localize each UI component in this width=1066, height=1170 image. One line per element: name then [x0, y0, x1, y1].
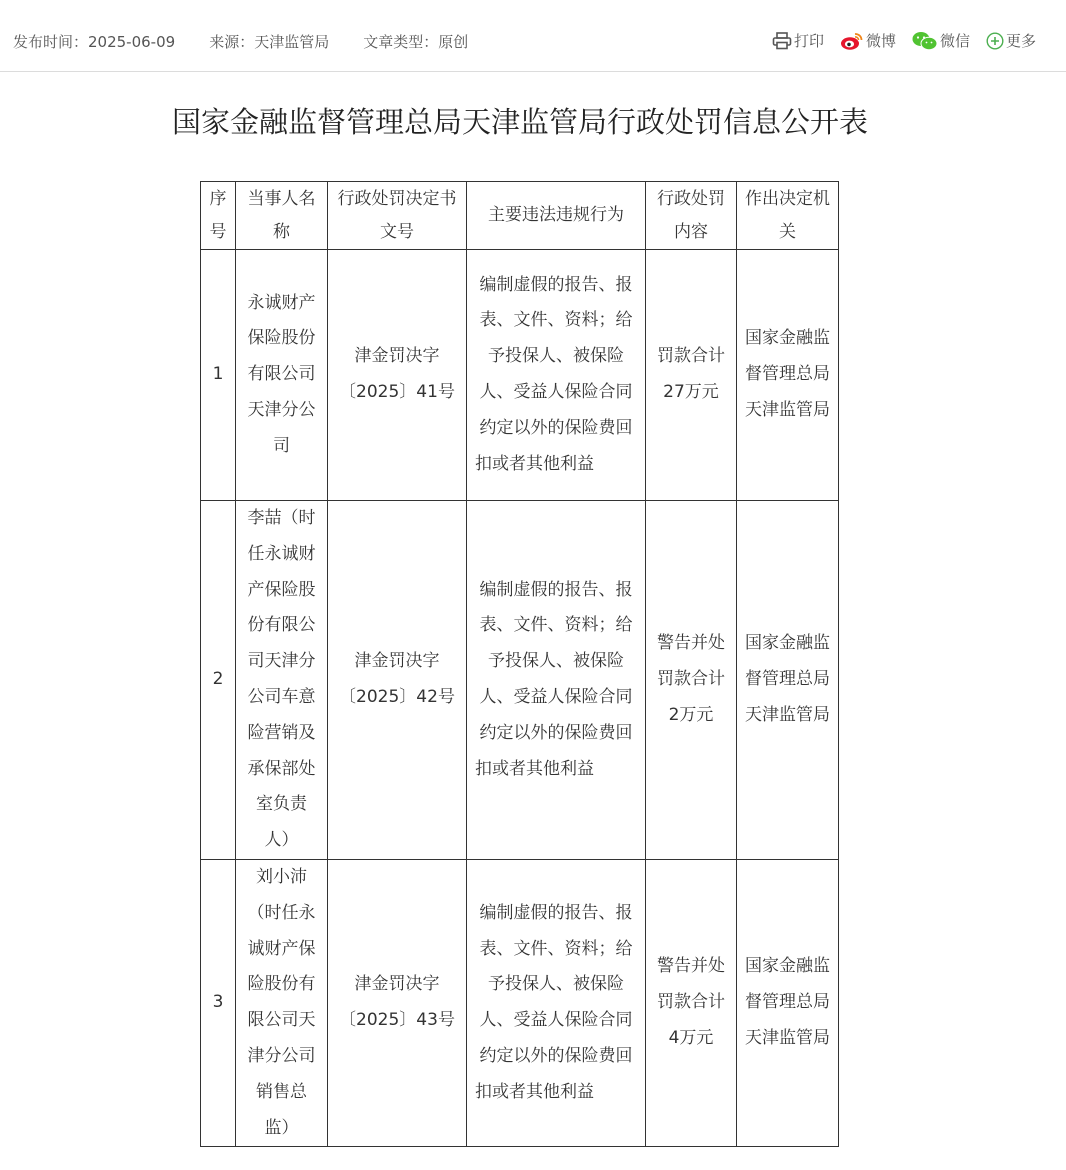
weibo-icon — [840, 31, 864, 51]
cell-penalty: 罚款合计27万元 — [646, 250, 737, 501]
table-row — [201, 860, 839, 1147]
article-meta-bar — [0, 0, 1066, 72]
wechat-icon — [912, 31, 938, 51]
share-toolbar — [756, 30, 1036, 51]
weibo-label: 微博 — [865, 32, 896, 50]
cell-penalty: 警告并处罚款合计2万元 — [646, 501, 737, 860]
printer-icon — [772, 32, 792, 50]
cell-seq: 2 — [201, 501, 236, 860]
header-doc-no: 行政处罚决定书文号 — [328, 182, 467, 250]
table-row — [201, 501, 839, 860]
page-title: 国家金融监督管理总局天津监管局行政处罚信息公开表 — [171, 105, 868, 139]
more-label: 更多 — [1005, 32, 1036, 50]
cell-doc-no: 津金罚决字〔2025〕41号 — [328, 250, 467, 501]
cell-penalty: 警告并处罚款合计4万元 — [646, 860, 737, 1147]
header-party: 当事人名称 — [236, 182, 328, 250]
cell-party: 刘小沛（时任永诚财产保险股份有限公司天津分公司销售总监） — [236, 860, 328, 1147]
plus-circle-icon — [986, 32, 1004, 50]
publish-time: 发布时间：2025-06-09 — [13, 33, 176, 51]
cell-doc-no: 津金罚决字〔2025〕43号 — [328, 860, 467, 1147]
article-source: 来源：天津监管局 — [209, 33, 330, 51]
cell-violation: 编制虚假的报告、报表、文件、资料；给予投保人、被保险人、受益人保险合同约定以外的保险费回扣或者其他利益 — [467, 860, 646, 1147]
weibo-share-button[interactable] — [840, 30, 896, 51]
wechat-label: 微信 — [939, 32, 970, 50]
header-penalty: 行政处罚内容 — [646, 182, 737, 250]
table-row — [201, 250, 839, 501]
header-violation: 主要违法违规行为 — [467, 182, 646, 250]
article-type: 文章类型：原创 — [363, 33, 469, 51]
cell-party: 李喆（时任永诚财产保险股份有限公司天津分公司车意险营销及承保部处室负责人） — [236, 501, 328, 860]
more-share-button[interactable] — [986, 30, 1036, 51]
cell-authority: 国家金融监督管理总局天津监管局 — [737, 250, 839, 501]
cell-seq: 3 — [201, 860, 236, 1147]
print-button[interactable] — [772, 30, 824, 51]
cell-seq: 1 — [201, 250, 236, 501]
wechat-share-button[interactable] — [912, 30, 970, 51]
header-authority: 作出决定机关 — [737, 182, 839, 250]
cell-authority: 国家金融监督管理总局天津监管局 — [737, 860, 839, 1147]
cell-doc-no: 津金罚决字〔2025〕42号 — [328, 501, 467, 860]
header-seq: 序号 — [201, 182, 236, 250]
table-header-row — [201, 182, 839, 250]
penalty-table — [200, 181, 839, 1147]
article-meta — [13, 31, 468, 52]
cell-party: 永诚财产保险股份有限公司天津分公司 — [236, 250, 328, 501]
cell-authority: 国家金融监督管理总局天津监管局 — [737, 501, 839, 860]
cell-violation: 编制虚假的报告、报表、文件、资料；给予投保人、被保险人、受益人保险合同约定以外的保险费回扣或者其他利益 — [467, 250, 646, 501]
cell-violation: 编制虚假的报告、报表、文件、资料；给予投保人、被保险人、受益人保险合同约定以外的保险费回扣或者其他利益 — [467, 501, 646, 860]
print-label: 打印 — [793, 32, 824, 50]
